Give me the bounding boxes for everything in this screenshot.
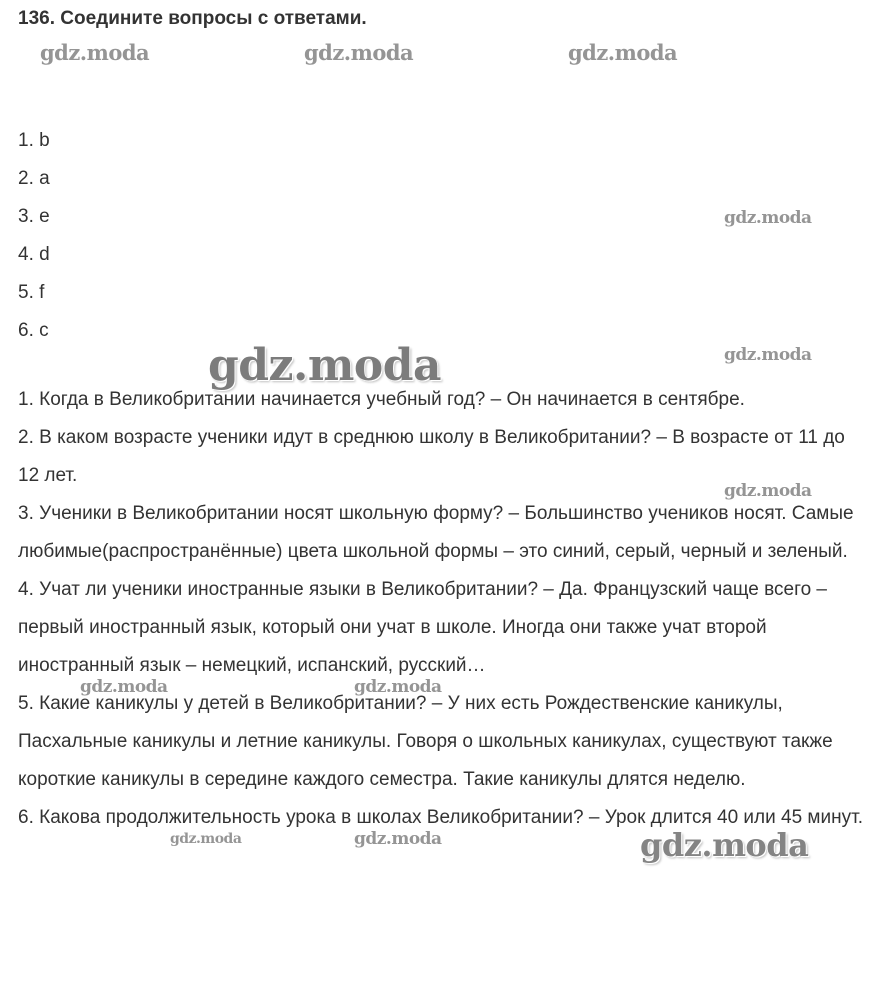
watermark: gdz.moda bbox=[640, 826, 809, 864]
watermark: gdz.moda bbox=[354, 829, 442, 849]
qa-paragraph: 2. В каком возрасте ученики идут в среднюю школу в Великобритании? – В возрасте от 11 до 12 лет. bbox=[18, 427, 845, 486]
answer-key-list bbox=[18, 122, 50, 350]
watermark: gdz.moda bbox=[170, 831, 242, 847]
qa-paragraph: 5. Какие каникулы у детей в Великобритании? – У них есть Рождественские каникулы, Пасхальные каникулы и летние каникулы. Говоря о школьных каникулах, существуют также короткие каникулы в середине каждого семестра. Такие каникулы длятся неделю. bbox=[18, 693, 833, 790]
answer-key-item: 1. b bbox=[18, 130, 50, 151]
qa-paragraph: 3. Ученики в Великобритании носят школьную форму? – Большинство учеников носят. Самые любимые(распространённые) цвета школьной формы – это синий, серый, черный и зеленый. bbox=[18, 503, 854, 562]
questions-and-answers bbox=[18, 381, 868, 837]
answer-key-item: 3. e bbox=[18, 206, 50, 227]
answer-key-item: 4. d bbox=[18, 244, 50, 265]
watermark: gdz.moda bbox=[80, 677, 168, 697]
watermark: gdz.moda bbox=[354, 677, 442, 697]
answer-key-item: 2. a bbox=[18, 168, 50, 189]
watermark: gdz.moda bbox=[724, 481, 812, 501]
watermark: gdz.moda bbox=[208, 340, 442, 391]
answer-key-item: 5. f bbox=[18, 282, 45, 303]
answer-key-item: 6. c bbox=[18, 320, 49, 341]
qa-paragraph: 1. Когда в Великобритании начинается учебный год? – Он начинается в сентябре. bbox=[18, 389, 745, 410]
watermark: gdz.moda bbox=[724, 208, 812, 228]
watermark: gdz.moda bbox=[724, 345, 812, 365]
qa-paragraph: 6. Какова продолжительность урока в школах Великобритании? – Урок длится 40 или 45 минут. bbox=[18, 807, 863, 828]
watermark: gdz.moda bbox=[304, 40, 414, 65]
exercise-title: 136. Соедините вопросы с ответами. bbox=[18, 8, 367, 29]
qa-paragraph: 4. Учат ли ученики иностранные языки в Великобритании? – Да. Французский чаще всего – первый иностранный язык, который они учат в школе. Иногда они также учат второй иностранный язык – немецкий, испанский, русский… bbox=[18, 579, 828, 676]
watermark: gdz.moda bbox=[40, 40, 150, 65]
watermark: gdz.moda bbox=[568, 40, 678, 65]
